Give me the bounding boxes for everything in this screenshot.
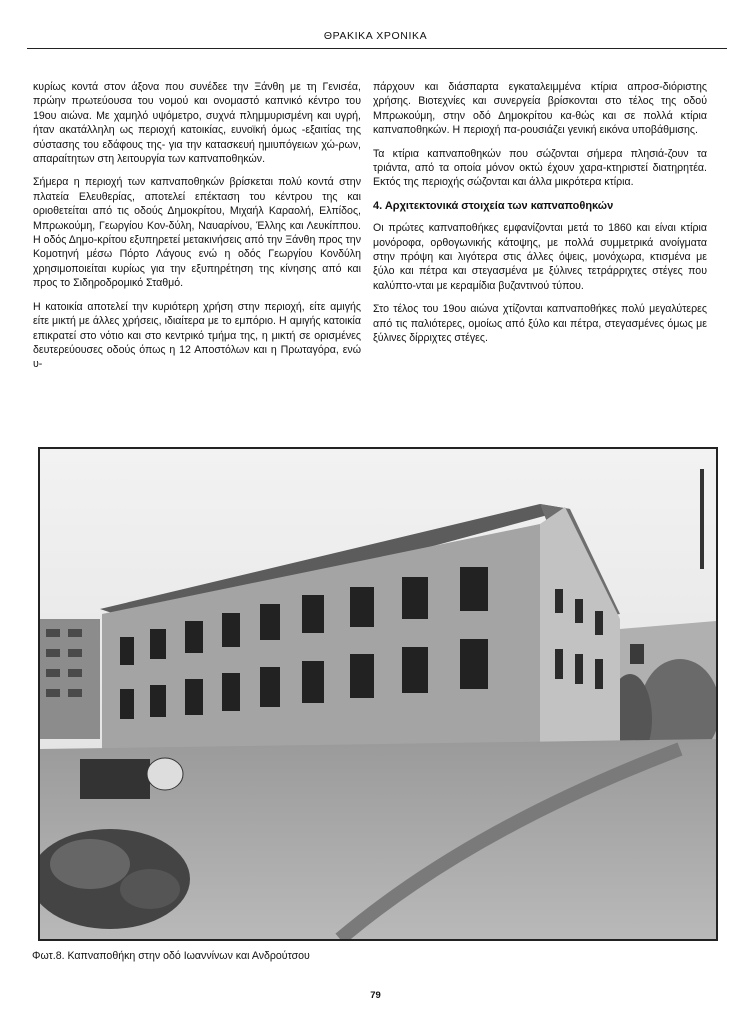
paragraph: Οι πρώτες καπναποθήκες εμφανίζονται μετά το 1860 και είναι κτίρια μονόροφα, ορθογωνικής κάτοψης, με πολλά συμμετρικά ανοίγματα στην πρόψη και λιγότερα στις άλλες όψεις, μονόχωρα, κτισμένα με ξύλο και πέτρα και στεγασμένα με ξύλινες τετράρριχτες στέγες που καλύπτο-νται με κεραμίδια βυζαντινού τύπου. [373, 222, 707, 292]
page-number: 79 [370, 990, 381, 1001]
photo-warehouse [38, 447, 718, 941]
running-header: ΘΡΑΚΙΚΑ ΧΡΟΝΙΚΑ [323, 30, 428, 42]
paragraph: Στο τέλος του 19ου αιώνα χτίζονται καπναποθήκες πολύ μεγαλύτερες από τις παλιότερες, ομοίως από ξύλο και πέτρα, στεγασμένες όμως με ξύλινες δίρριχτες στέγες. [373, 303, 707, 345]
section-heading: 4. Αρχιτεκτονικά στοιχεία των καπναποθηκών [373, 199, 614, 212]
paragraph: κυρίως κοντά στον άξονα που συνέδεε την Ξάνθη με τη Γενισέα, πρώην πρωτεύουσα του νομού και ονομαστό καπνικό κέντρο του 19ου αιώνα. Με χαμηλό υψόμετρο, συχνά πλημμυρισμένη και υγρή, ήταν ακατάλληλη ως περιοχή κατοικίας, ευνοϊκή όμως -εξαιτίας της σύστασης του εδάφους της- για την κατασκευή ημιυπόγειων χώ-ρων, απαραίτητων στη λειτουργία των καπναποθηκών. [33, 81, 361, 166]
right-column [373, 80, 707, 355]
paragraph: Τα κτίρια καπναποθηκών που σώζονται σήμερα πλησιά-ζουν τα τριάντα, από τα οποία μόνον οκτώ έχουν χαρα-κτηριστεί διατηρητέα. Εκτός της περιοχής σώζονται και άλλα μικρότερα κτίρια. [373, 147, 707, 189]
paragraph: Η κατοικία αποτελεί την κυριότερη χρήση στην περιοχή, είτε αμιγής είτε μικτή με άλλες χρήσεις, ιδιαίτερα με το εμπόριο. Η αμιγής κατοικία επικρατεί στο νότιο και στο κεντρικό τμήμα της, η μικτή σε ορισμένες δευτερεύουσες οδούς όπως η 12 Αποστόλων και η Πρωταγόρα, ενώ υ- [33, 300, 361, 371]
photo-caption: Φωτ.8. Καπναποθήκη στην οδό Ιωαννίνων και Ανδρούτσου [32, 950, 310, 962]
header-rule [27, 48, 727, 49]
paragraph: Σήμερα η περιοχή των καπναποθηκών βρίσκεται πολύ κοντά στην πλατεία Ελευθερίας, αποτελεί επέκταση του κέντρου της και οριοθετείται από τις οδούς Δημοκρίτου, Μιχαήλ Καραολή, Ελπίδος, Μπρωκούμη, Γεωργίου Κον-δύλη, Ναυαρίνου, Έλλης και Λευκίππου. Η οδός Δημο-κρίτου εξυπηρετεί μετακινήσεις από την Ξάνθη προς την Κομοτηνή μέσω Πόρτο Λάγους ενώ η οδός Γεωργίου Κονδύλη χρησιμοποιείται κυρίως για την εξυπηρέτηση της κίνησης από και προς το Σιδηροδρομικό Σταθμό. [33, 176, 361, 290]
paragraph: πάρχουν και διάσπαρτα εγκαταλειμμένα κτίρια απροσ-διόριστης χρήσης. Βιοτεχνίες και συνεργεία βρίσκονται στο τέλος της οδού Μπρωκούμη, στην οδό Δημοκρίτου κα-θώς και σε πολλά κτίρια καπναποθηκών. Η περιοχή πα-ρουσιάζει γενική εικόνα υποβάθμισης. [373, 81, 707, 137]
warehouse-photo-illustration [40, 449, 716, 939]
left-column [33, 80, 361, 381]
